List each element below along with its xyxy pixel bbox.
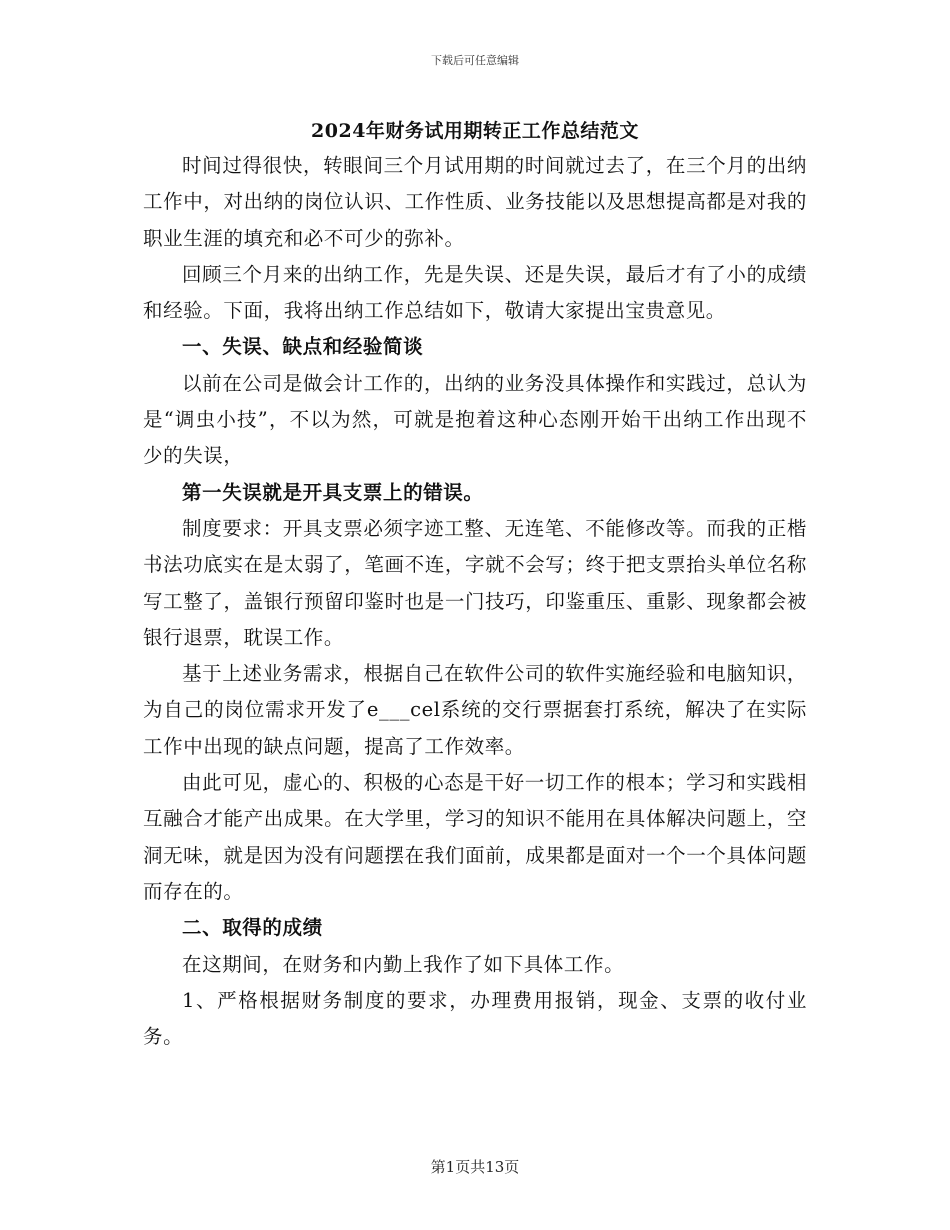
document-title: 2024年财务试用期转正工作总结范文 xyxy=(311,120,639,142)
paragraph: 制度要求：开具支票必须字迹工整、无连笔、不能修改等。而我的正楷书法功底实在是太弱了，笔画不连，字就不会写；终于把支票抬头单位名称写工整了，盖银行预留印鉴时也是一门技巧，印鉴重压、重影、现象都会被银行退票，耽误工作。 xyxy=(143,516,807,649)
paragraph: 基于上述业务需求，根据自己在软件公司的软件实施经验和电脑知识，为自己的岗位需求开发了e___cel系统的交行票据套打系统，解决了在实际工作中出现的缺点问题，提高了工作效率。 xyxy=(143,662,807,758)
sub-heading: 第一失误就是开具支票上的错误。 xyxy=(182,480,484,504)
section-heading: 二、取得的成绩 xyxy=(182,916,323,940)
header-note: 下载后可任意编辑 xyxy=(431,54,519,67)
document-body xyxy=(143,148,807,1055)
paragraph: 在这期间，在财务和内勤上我作了如下具体工作。 xyxy=(182,952,625,976)
paragraph: 回顾三个月来的出纳工作，先是失误、还是失误，最后才有了小的成绩和经验。下面，我将出纳工作总结如下，敬请大家提出宝贵意见。 xyxy=(143,262,807,323)
paragraph: 1、严格根据财务制度的要求，办理费用报销，现金、支票的收付业务。 xyxy=(143,988,807,1049)
paragraph: 由此可见，虚心的、积极的心态是干好一切工作的根本；学习和实践相互融合才能产出成果。在大学里，学习的知识不能用在具体解决问题上，空洞无味，就是因为没有问题摆在我们面前，成果都是面对一个一个具体问题而存在的。 xyxy=(143,771,807,903)
section-heading: 一、失误、缺点和经验简谈 xyxy=(182,335,424,359)
paragraph: 以前在公司是做会计工作的，出纳的业务没具体操作和实践过，总认为是“调虫小技”，不以为然，可就是抱着这种心态刚开始干出纳工作出现不少的失误， xyxy=(143,371,807,468)
page-number: 第1页共13页 xyxy=(430,1158,520,1176)
paragraph: 时间过得很快，转眼间三个月试用期的时间就过去了，在三个月的出纳工作中，对出纳的岗位认识、工作性质、业务技能以及思想提高都是对我的职业生涯的填充和必不可少的弥补。 xyxy=(143,154,807,250)
